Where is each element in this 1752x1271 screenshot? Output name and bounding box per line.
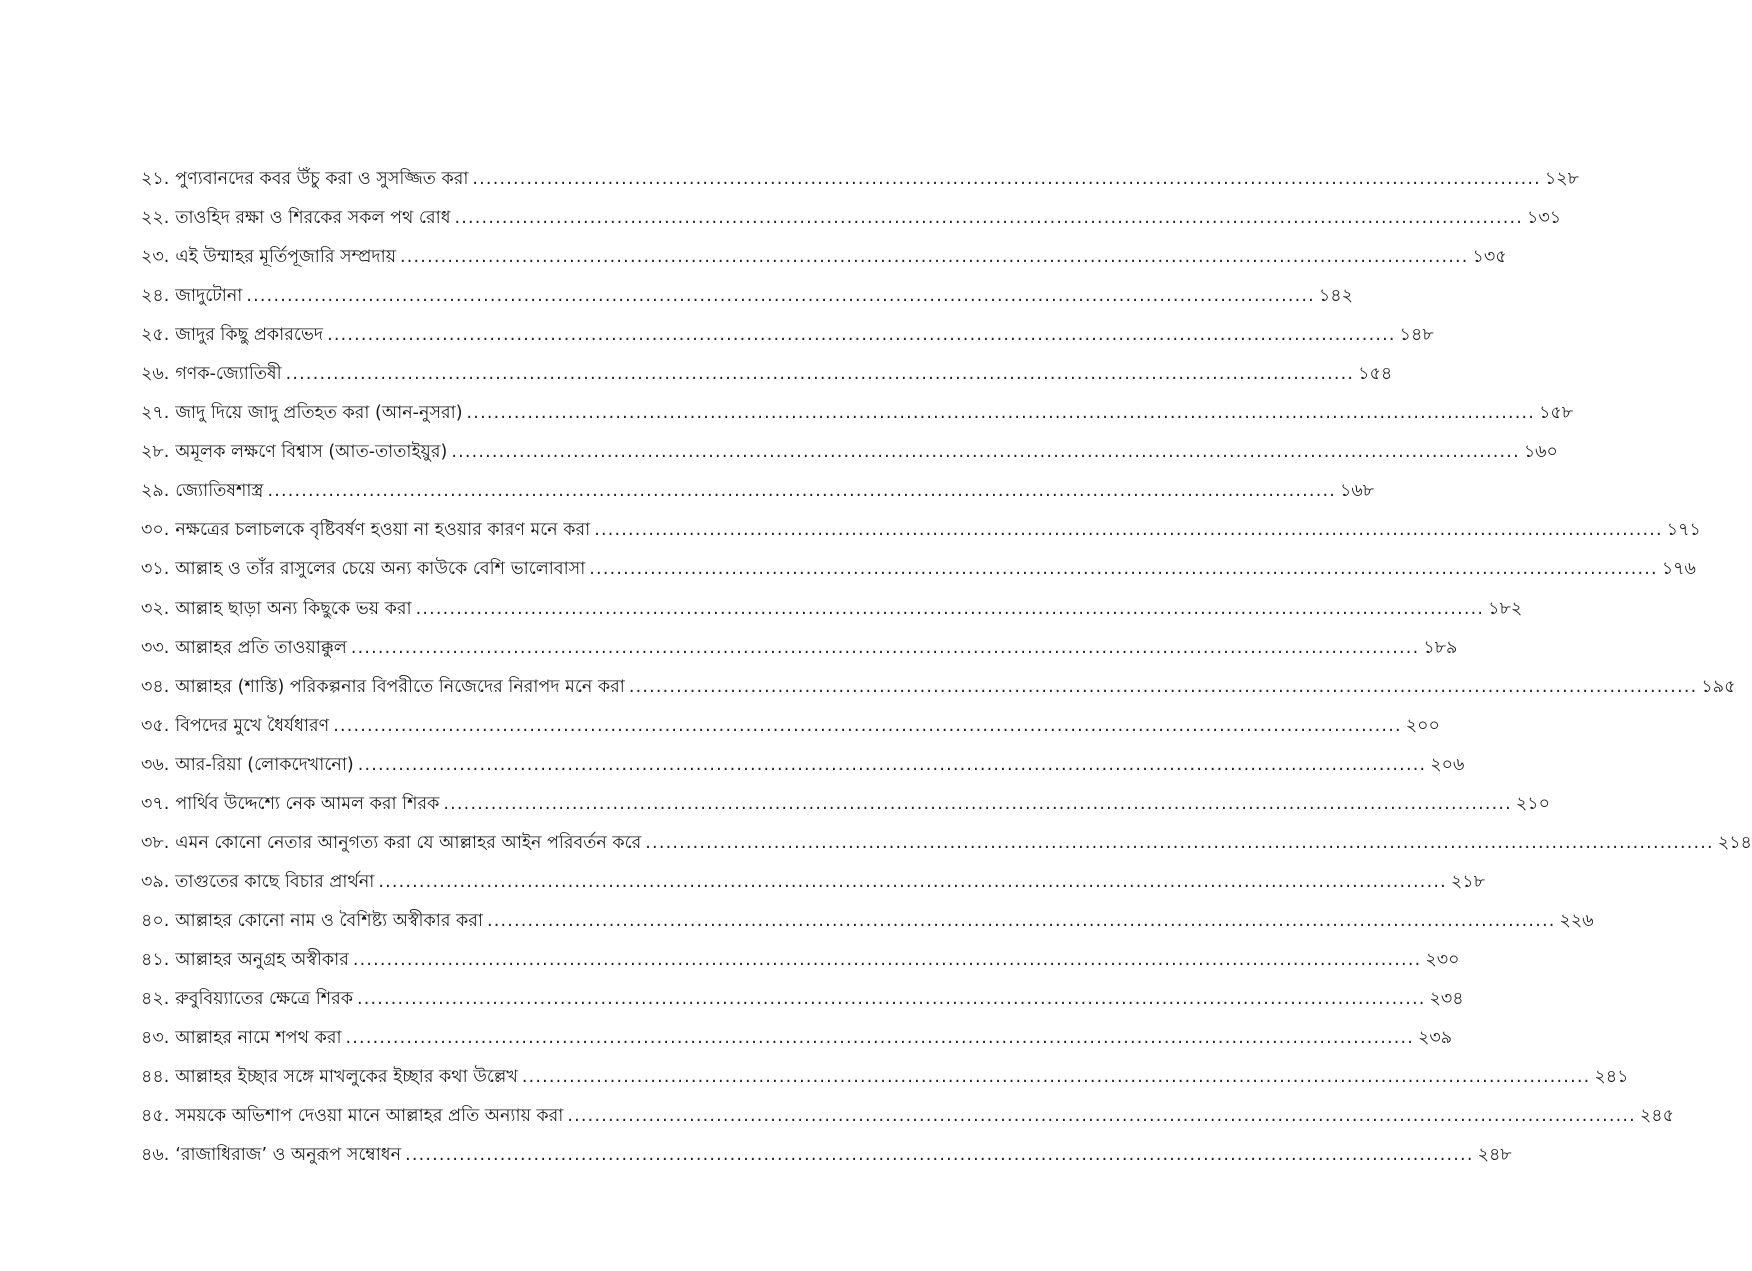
entry-number: ৪০.	[141, 910, 170, 931]
entry-number: ২৪.	[141, 286, 170, 307]
dot-leader	[378, 863, 1447, 902]
entry-title: আল্লাহর ইচ্ছার সঙ্গে মাখলুকের ইচ্ছার কথা উল্লেখ	[175, 1067, 518, 1088]
toc-entry[interactable]	[141, 824, 1752, 863]
dot-leader	[567, 1097, 1636, 1136]
toc-entry[interactable]	[141, 1097, 1674, 1136]
toc-entry[interactable]	[141, 1058, 1629, 1097]
toc-entry[interactable]	[141, 941, 1460, 980]
toc-entry[interactable]	[141, 1136, 1512, 1175]
page-number: ১৮২	[1488, 598, 1523, 619]
entry-title: আল্লাহর নামে শপথ করা	[175, 1028, 342, 1049]
page-number: ১৭১	[1666, 520, 1701, 541]
toc-entry[interactable]	[141, 550, 1696, 589]
toc-entry[interactable]	[141, 433, 1558, 472]
dot-leader	[443, 785, 1512, 824]
entry-title: গণক-জ্যোতিষী	[175, 364, 282, 385]
entry-number: ৪২.	[141, 988, 170, 1009]
page-number: ২৩৪	[1429, 988, 1464, 1009]
dot-leader	[405, 1136, 1474, 1175]
toc-entry[interactable]	[141, 394, 1574, 433]
page-number: ১৪৮	[1399, 325, 1434, 346]
toc-entry[interactable]	[141, 1019, 1453, 1058]
entry-title: এই উম্মাহর মূর্তিপূজারি সম্প্রদায়	[175, 247, 397, 268]
dot-leader	[353, 941, 1422, 980]
entry-title: এমন কোনো নেতার আনুগত্য করা যে আল্লাহর আইন পরিবর্তন করে	[175, 832, 642, 853]
dot-leader	[400, 238, 1469, 277]
entry-number: ৩৫.	[141, 715, 170, 736]
dot-leader	[467, 394, 1536, 433]
entry-number: ৩২.	[141, 598, 170, 619]
entry-title: বিপদের মুখে ধৈর্যধারণ	[175, 715, 330, 736]
dot-leader	[357, 980, 1426, 1019]
dot-leader	[351, 629, 1420, 668]
dot-leader	[346, 1019, 1415, 1058]
entry-title: জাদুটোনা	[175, 286, 243, 307]
entry-title: নক্ষত্রের চলাচলকে বৃষ্টিবর্ষণ হওয়া না হওয়ার কারণ মনে করা	[175, 520, 591, 541]
toc-entry[interactable]	[141, 590, 1523, 629]
toc-entry[interactable]	[141, 668, 1736, 707]
entry-number: ৩৪.	[141, 676, 170, 697]
page-number: ১৩১	[1527, 208, 1562, 229]
table-of-contents	[141, 160, 1752, 1175]
entry-number: ৩৮.	[141, 832, 170, 853]
page-number: ১৫৮	[1539, 403, 1574, 424]
entry-number: ৩১.	[141, 559, 170, 580]
entry-title: আল্লাহর প্রতি তাওয়াক্কুল	[175, 637, 347, 658]
dot-leader	[589, 550, 1658, 589]
toc-entry[interactable]	[141, 160, 1580, 199]
entry-number: ৪৩.	[141, 1028, 170, 1049]
toc-entry[interactable]	[141, 316, 1434, 355]
toc-entry[interactable]	[141, 707, 1440, 746]
entry-number: ৩৭.	[141, 793, 170, 814]
toc-entry[interactable]	[141, 980, 1464, 1019]
entry-number: ৩৬.	[141, 754, 170, 775]
toc-entry[interactable]	[141, 472, 1375, 511]
toc-entry[interactable]	[141, 863, 1485, 902]
dot-leader	[286, 355, 1355, 394]
dot-leader	[455, 199, 1524, 238]
dot-leader	[594, 511, 1663, 550]
dot-leader	[472, 160, 1541, 199]
dot-leader	[327, 316, 1396, 355]
entry-title: আল্লাহর কোনো নাম ও বৈশিষ্ট্য অস্বীকার করা	[175, 910, 483, 931]
toc-entry[interactable]	[141, 355, 1393, 394]
page-number: ১৭৬	[1661, 559, 1696, 580]
dot-leader	[246, 277, 1315, 316]
page-number: ১৪২	[1318, 286, 1353, 307]
entry-number: ২৭.	[141, 403, 170, 424]
entry-title: আল্লাহর (শাস্তি) পরিকল্পনার বিপরীতে নিজেদের নিরাপদ মনে করা	[175, 676, 625, 697]
entry-title: জাদু দিয়ে জাদু প্রতিহত করা (আন-নুসরা)	[175, 403, 463, 424]
toc-entry[interactable]	[141, 511, 1701, 550]
dot-leader	[487, 902, 1556, 941]
page-number: ২০৬	[1430, 754, 1465, 775]
entry-title: সময়কে অভিশাপ দেওয়া মানে আল্লাহর প্রতি অন্যায় করা	[175, 1106, 564, 1127]
entry-number: ২২.	[141, 208, 170, 229]
dot-leader	[451, 433, 1520, 472]
page-number: ২২৬	[1559, 910, 1594, 931]
page-number: ১৯৫	[1701, 676, 1736, 697]
entry-number: ৪৫.	[141, 1106, 170, 1127]
entry-number: ২৫.	[141, 325, 170, 346]
entry-number: ৩৩.	[141, 637, 170, 658]
toc-entry[interactable]	[141, 199, 1562, 238]
dot-leader	[267, 472, 1336, 511]
entry-number: ২১.	[141, 169, 170, 189]
entry-number: ২৮.	[141, 442, 170, 463]
entry-number: ৪৬.	[141, 1145, 170, 1166]
entry-title: রুবুবিয়্যাতের ক্ষেত্রে শিরক	[175, 988, 353, 1009]
entry-number: ৪১.	[141, 949, 170, 970]
entry-title: পার্থিব উদ্দেশ্যে নেক আমল করা শিরক	[175, 793, 440, 814]
entry-number: ৪৪.	[141, 1067, 170, 1088]
entry-number: ৩০.	[141, 520, 170, 541]
toc-entry[interactable]	[141, 277, 1353, 316]
dot-leader	[416, 590, 1485, 629]
entry-number: ৩৯.	[141, 871, 170, 892]
entry-title: জ্যোতিষশাস্ত্র	[175, 481, 264, 502]
page-number: ১৬৮	[1339, 481, 1375, 502]
page-number: ২১৪	[1717, 832, 1752, 853]
page-number: ২৩৯	[1418, 1028, 1453, 1049]
dot-leader	[629, 668, 1698, 707]
dot-leader	[645, 824, 1714, 863]
toc-entry[interactable]	[141, 902, 1594, 941]
entry-number: ২৩.	[141, 247, 170, 268]
entry-title: আল্লাহর অনুগ্রহ অস্বীকার	[175, 949, 349, 970]
entry-title: তাগুতের কাছে বিচার প্রার্থনা	[175, 871, 375, 892]
entry-number: ২৯.	[141, 481, 170, 502]
toc-entry[interactable]	[141, 746, 1465, 785]
entry-number: ২৬.	[141, 364, 170, 385]
entry-title: অমূলক লক্ষণে বিশ্বাস (আত-তাতাইয়ুর)	[175, 442, 448, 463]
entry-title: জাদুর কিছু প্রকারভেদ	[175, 325, 324, 346]
entry-title: আল্লাহ ছাড়া অন্য কিছুকে ভয় করা	[175, 598, 412, 619]
dot-leader	[333, 707, 1402, 746]
page-number: ১২৮	[1544, 169, 1580, 189]
page-number: ২৩০	[1425, 949, 1460, 970]
page-number: ১৬০	[1523, 442, 1558, 463]
entry-title: ‘রাজাধিরাজ’ ও অনুরূপ সম্বোধন	[175, 1145, 402, 1166]
dot-leader	[358, 746, 1427, 785]
page-number: ২১০	[1515, 793, 1551, 814]
entry-title: আল্লাহ ও তাঁর রাসুলের চেয়ে অন্য কাউকে বেশি ভালোবাসা	[175, 559, 586, 580]
entry-title: পুণ্যবানদের কবর উঁচু করা ও সুসজ্জিত করা	[175, 169, 469, 189]
page-number: ২৪৮	[1477, 1145, 1512, 1166]
page-number: ১৫৪	[1358, 364, 1393, 385]
dot-leader	[522, 1058, 1591, 1097]
page-number: ২০০	[1405, 715, 1440, 736]
page-number: ১৮৯	[1423, 637, 1458, 658]
toc-entry[interactable]	[141, 238, 1507, 277]
toc-entry[interactable]	[141, 785, 1551, 824]
page-number: ২৪১	[1594, 1067, 1629, 1088]
toc-entry[interactable]	[141, 629, 1458, 668]
entry-title: আর-রিয়া (লোকদেখানো)	[175, 754, 354, 775]
entry-title: তাওহিদ রক্ষা ও শিরকের সকল পথ রোধ	[175, 208, 451, 229]
page-number: ২১৮	[1450, 871, 1485, 892]
page-number: ১৩৫	[1472, 247, 1507, 268]
page-number: ২৪৫	[1639, 1106, 1674, 1127]
